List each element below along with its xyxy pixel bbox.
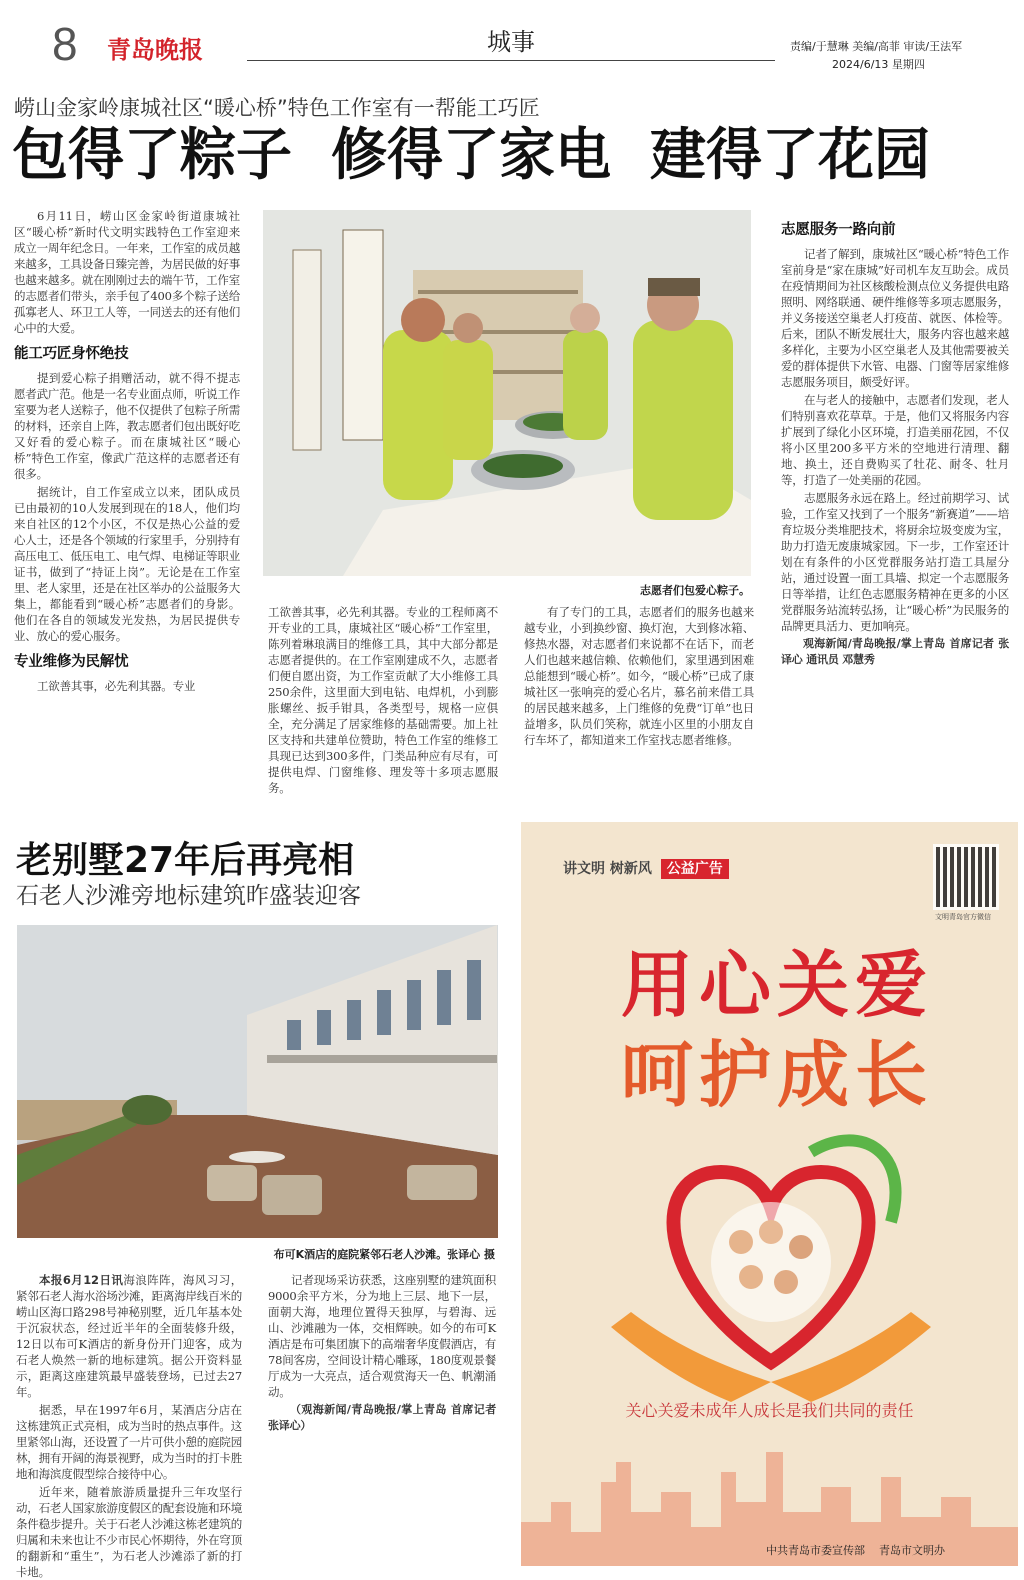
ad-tag-text: 讲文明 树新风: [563, 861, 652, 877]
editors-line: 责编/于慧琳 美编/高菲 审读/王法军: [790, 40, 963, 53]
ad-title-line1: 用心关爱: [621, 943, 934, 1027]
article1-p3-start: 工欲善其事，必先利其器。专业: [37, 679, 196, 693]
date-line: 2024/6/13 星期四: [832, 58, 925, 71]
article2-col2: [268, 1272, 496, 1568]
article2-p4: 记者现场采访获悉，这座别墅的建筑面积9000余平方米，分为地上三层、地下一层，面朝大海，地理位置得天独厚，与碧海、远山、沙滩融为一体，交相辉映。如今的布可K酒店是布可集团旗下的高端奢华度假酒店，有78间客房，空间设计精心雕琢，180度观景餐厅成为一大亮点，适合观赏海天一色、帆潮涌动。: [268, 1273, 496, 1399]
qr-code: [933, 844, 999, 910]
ad-tag-badge: 公益广告: [661, 859, 729, 879]
article2-byline: （观海新闻/青岛晚报/掌上青岛 首席记者 张译心）: [268, 1403, 496, 1432]
article2-p3: 近年来，随着旅游质量提升三年攻坚行动，石老人国家旅游度假区的配套设施和环境条件稳步提升。关于石老人沙滩这栋老建筑的归属和未来也让不少市民心怀期待，外在穹顶的翻新和“重生”，为石老人沙滩添了新的打卡地。: [16, 1485, 242, 1579]
subhead-craftsmen: 能工巧匠身怀绝技: [14, 346, 129, 362]
article2-p1-text: 海浪阵阵，海风习习，紧邻石老人海水浴场沙滩，距离海岸线百米的崂山区海口路298号神秘别墅，近几年基本处于沉寂状态，经过近半年的全面装修升级，12日以布可K酒店的新身份开门迎客，成为石老人焕然一新的地标建筑。据公开资料显示，距离这座建筑最早盛装登场，已过去27年。: [16, 1273, 243, 1399]
article2-lead-label: 本报6月12日讯: [39, 1273, 124, 1287]
public-service-ad: [521, 822, 1018, 1566]
header-rule: [247, 60, 775, 61]
photo-villa-hotel: [17, 925, 498, 1238]
article2-headline: 老别墅27年后再亮相: [16, 840, 355, 881]
heart-hands-illustration: [611, 1112, 931, 1402]
article1-p2: 据统计，自工作室成立以来，团队成员已由最初的10人发展到现在的18人，他们均来自社区的12个小区，不仅是热心公益的爱心人士，还是各个领域的行家里手，分别持有高压电工、低压电工、电气焊、电梯证等职业证书，做到了“持证上岗”。无论是在工作室里、老人家里，还是在社区举办的公益服务大集上，都能看到“暖心桥”志愿者们的身影。他们在各自的领域发光发热，为居民提供专业、放心的爱心服务。: [14, 485, 240, 643]
ad-title-line2: 呵护成长: [621, 1033, 934, 1117]
article2-subheadline: 石老人沙滩旁地标建筑昨盛装迎客: [16, 883, 361, 909]
subhead-volunteer-service: 志愿服务一路向前: [781, 222, 896, 238]
ad-tag: [563, 858, 729, 878]
article1-p5: 记者了解到，康城社区“暖心桥”特色工作室前身是“家在康城”好司机车友互助会。成员在疫情期间为社区核酸检测点位义务提供电路照明、网络联通、硬件维修等多项志愿服务，并义务接送空巢老人打疫苗、就医、体检等。后来，团队不断发展壮大，服务内容也越来越多样化，主要为小区空巢老人及其他需要被关爱的群体提供下水管、电器、门窗等居家维修志愿服务项目，颇受好评。: [781, 247, 1009, 389]
article2-p2: 据悉，早在1997年6月，某酒店分店在这栋建筑正式亮相，成为当时的热点事件。这里紧邻山海，还设置了一片可供小憩的庭院园林，拥有开阔的海景视野，成为当时的打卡胜地和海滨度假型综合接待中心。: [16, 1403, 242, 1481]
article1-p3: 工欲善其事，必先利其器。专业的工程师离不开专业的工具，康城社区“暖心桥”工作室里，陈列着琳琅满目的维修工具，其中大部分都是志愿者提供的。在工作室刚建成不久，志愿者们便自愿出资，为工作室贡献了大小维修工具250余件，这里面大到电钻、电焊机，小到膨胀螺丝、扳手钳具，各类型号，规格一应俱全，充分满足了居家维修的基础需要。加上社区支持和共建单位赞助，特色工作室的维修工具现已达到300多件，门类品种应有尽有，可提供电焊、门窗维修、理发等十多项志愿服务。: [268, 605, 498, 795]
ad-slogan: 关心关爱未成年人成长是我们共同的责任: [625, 1401, 914, 1420]
article1-p7: 志愿服务永远在路上。经过前期学习、试验，工作室又找到了一个服务“新赛道”——培育垃圾分类堆肥技术，将厨余垃圾变废为宝，助力打造无废康城家园。下一步，工作室还计划在有条件的小区党群服务站打造工具屋分站，通过设置一面工具墙、拟定一个志愿服务日等举措，让红色志愿服务精神在更多的小区党群服务站流转弘扬，让“暖心桥”为民服务的品牌更具活力、更加响亮。: [781, 491, 1009, 633]
article1-col4: [781, 222, 1009, 812]
paper-name: 青岛晚报: [107, 35, 203, 64]
article2-col1: [16, 1272, 243, 1579]
article1-col3: [524, 604, 754, 809]
photo1-caption: 志愿者们包爱心粽子。: [640, 584, 750, 597]
subhead-repair: 专业维修为民解忧: [14, 654, 129, 670]
photo2-caption: 布可K酒店的庭院紧邻石老人沙滩。张译心 摄: [273, 1248, 495, 1261]
ad-sponsors: 中共青岛市委宣传部 青岛市文明办: [766, 1544, 945, 1557]
article1-kicker: 崂山金家岭康城社区“暖心桥”特色工作室有一帮能工巧匠: [14, 96, 540, 120]
article2-p1: [16, 1272, 242, 1400]
villa-photo-illustration: [17, 925, 498, 1238]
article1-col2: [268, 604, 498, 809]
article1-p6: 在与老人的接触中，志愿者们发现，老人们特别喜欢花草草。于是，他们又将服务内容扩展到了绿化小区环境，打造美丽花园，不仅将小区里200多平方米的空地进行清理、翻地、换土，还自费购买了牡花、耐冬、牡月等，打造了一处美丽的花园。: [781, 393, 1009, 487]
photo-volunteers-making-zongzi: [263, 210, 751, 576]
photo-illustration: [263, 210, 751, 576]
article1-intro: 6月11日，崂山区金家岭街道康城社区“暖心桥”新时代文明实践特色工作室迎来成立一周年纪念日。一年来，工作室的成员越来越多，工具设备日臻完善，为居民做的好事也越来越多。就在刚刚过去的端午节，工作室的志愿者们带头，亲手包了400多个粽子送给孤寡老人、环卫工人等，一同送去的还有他们心中的大爱。: [14, 209, 240, 335]
qr-caption: 文明青岛官方微信: [935, 913, 991, 921]
article1-p1: 提到爱心粽子捐赠活动，就不得不提志愿者武广范。他是一名专业面点师，听说工作室要为老人送粽子，他不仅提供了包粽子所需的材料，还亲自上阵，教志愿者们包出既好吃又好看的爱心粽子。而在康城社区“暖心桥”特色工作室，像武广范这样的志愿者还有很多。: [14, 371, 240, 481]
article1-col1: [14, 208, 240, 808]
article1-headline: 包得了粽子 修得了家电 建得了花园: [12, 123, 930, 188]
page-number: 8: [52, 18, 78, 70]
article1-p4: 有了专门的工具，志愿者们的服务也越来越专业，小到换纱窗、换灯泡，大到修冰箱、修热水器，对志愿者们来说都不在话下，而老人们也越来越信赖、依赖他们，家里遇到困难总能想到“暖心桥”。如今，“暖心桥”已成了康城社区一张响亮的爱心名片，慕名前来借工具的居民越来越多，上门维修的免费“订单”也日益增多，队员们笑称，就连小区里的小朋友自行车坏了，都知道来工作室找志愿者维修。: [524, 605, 754, 747]
article1-byline: 观海新闻/青岛晚报/掌上青岛 首席记者 张译心 通讯员 邓慧秀: [781, 637, 1009, 666]
section-title: 城事: [487, 28, 535, 56]
